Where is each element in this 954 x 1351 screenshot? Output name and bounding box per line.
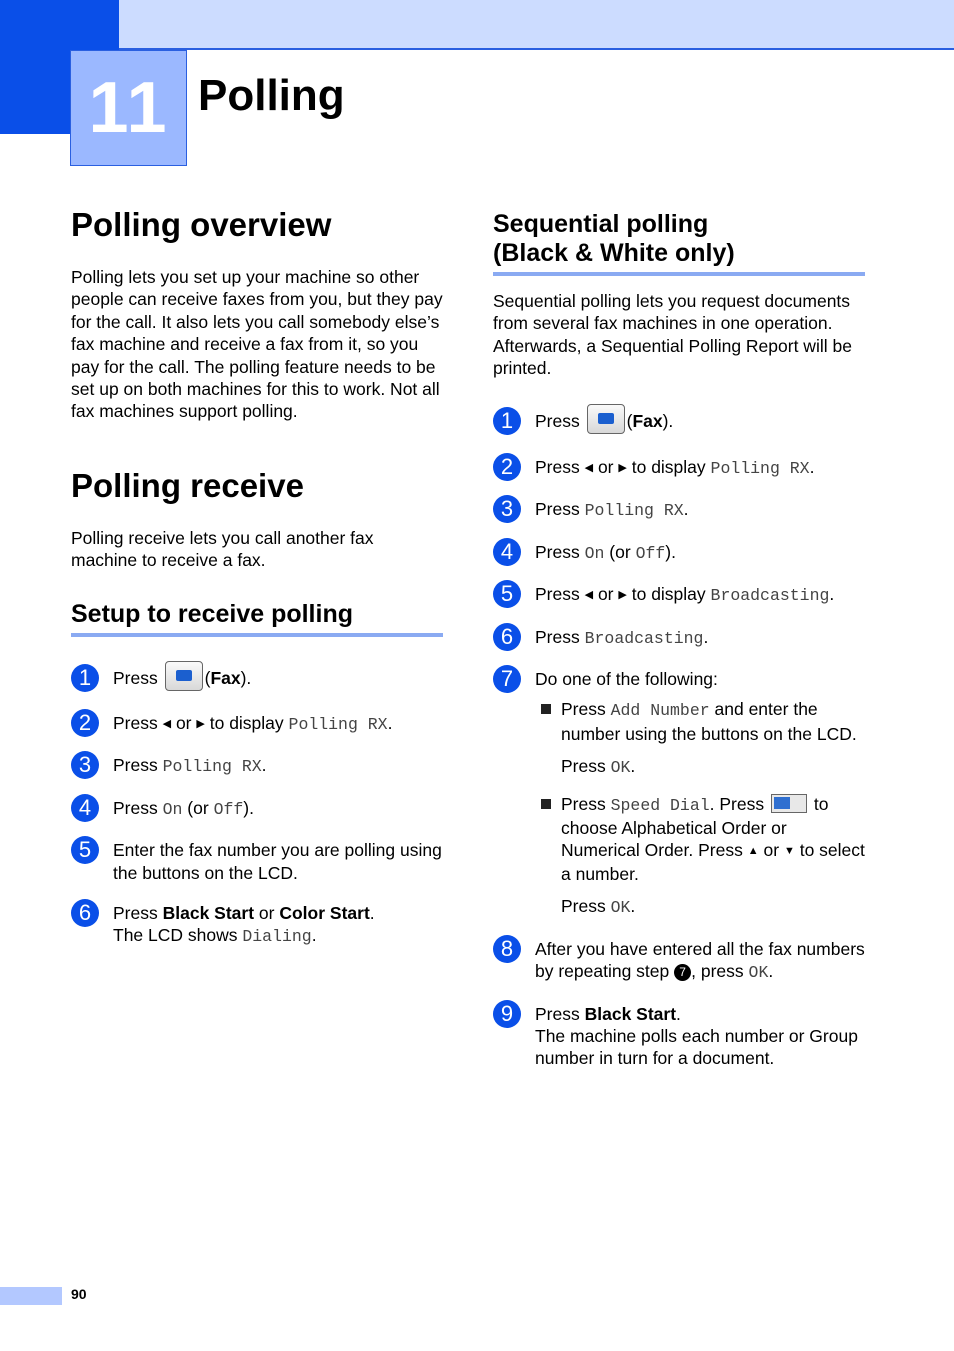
sequential-steps (493, 407, 865, 1070)
setup-heading: Setup to receive polling (71, 600, 443, 637)
overview-heading: Polling overview (71, 206, 332, 243)
right-column (493, 210, 865, 1070)
seq-step-9: 9 Press Black Start. The machine polls each number or Group number in turn for a document. (493, 1003, 865, 1070)
option-add-number: Press Add Number and enter the number using the buttons on the LCD. Press OK. (541, 698, 865, 779)
setup-step-6: 6 Press Black Start or Color Start. The LCD shows Dialing. (71, 902, 443, 949)
down-arrow-icon: ▼ (783, 845, 795, 858)
page-number: 90 (71, 1286, 87, 1302)
sequential-heading: Sequential polling (Black & White only) (493, 210, 865, 276)
seq-step-5: 5 Press ◀ or ▶ to display Broadcasting. (493, 583, 865, 607)
chapter-title: Polling (198, 71, 345, 120)
up-arrow-icon: ▲ (747, 845, 759, 858)
sequential-body: Sequential polling lets you request documents from several fax machines in one operation. Afterwards, a Sequential Polling Report will be printed. (493, 291, 852, 379)
alphabetical-order-icon (771, 794, 807, 813)
step-number: 5 (71, 836, 99, 864)
fax-icon (587, 404, 625, 434)
step-number: 2 (493, 453, 521, 481)
step-number: 1 (71, 664, 99, 692)
receive-heading: Polling receive (71, 466, 304, 504)
chapter-number: 11 (70, 50, 187, 166)
footer-bar (0, 1287, 62, 1305)
left-column (71, 206, 443, 949)
setup-step-3: 3 Press Polling RX. (71, 754, 443, 778)
setup-step-1: 1 Press (Fax). (71, 667, 443, 691)
receive-body: Polling receive lets you call another fax machine to receive a fax. (71, 527, 374, 571)
step-number: 6 (493, 623, 521, 651)
setup-steps (71, 664, 443, 949)
option-speed-dial: Press Speed Dial. Press to choose Alphabetical Order or Numerical Order. Press ▲ or ▼ to select a number. Press OK. (541, 793, 865, 920)
step-number: 2 (71, 709, 99, 737)
setup-step-2: 2 Press ◀ or ▶ to display Polling RX. (71, 712, 443, 736)
left-arrow-icon: ◀ (584, 589, 594, 602)
left-arrow-icon: ◀ (584, 462, 594, 474)
bullet-square-icon (541, 704, 551, 714)
step-7-options (541, 698, 865, 919)
step-number: 7 (493, 665, 521, 693)
step-number: 9 (493, 1000, 521, 1028)
header-band-light (119, 0, 954, 50)
step-number: 1 (493, 407, 521, 435)
step-reference-badge: 7 (674, 964, 691, 981)
step-number: 4 (71, 794, 99, 822)
bullet-square-icon (541, 799, 551, 809)
step-number: 3 (493, 495, 521, 523)
right-arrow-icon: ▶ (618, 589, 627, 602)
step-number: 3 (71, 751, 99, 779)
setup-step-5: 5 Enter the fax number you are polling using the buttons on the LCD. (71, 839, 443, 884)
seq-step-3: 3 Press Polling RX. (493, 498, 865, 522)
fax-icon (165, 661, 203, 691)
seq-step-1: 1 Press (Fax). (493, 410, 865, 434)
seq-step-7: 7 Do one of the following: Press Add Number and enter the number using the buttons on the LCD. Press OK. Press Speed Dial. Press to choose Alphabetical Order or Numerical Order. Press ▲ or ▼ to select a number. Press OK. (493, 668, 865, 920)
right-arrow-icon: ▶ (618, 462, 627, 474)
left-arrow-icon: ◀ (162, 717, 172, 730)
step-number: 5 (493, 580, 521, 608)
setup-step-4: 4 Press On (or Off). (71, 797, 443, 821)
step-number: 4 (493, 538, 521, 566)
seq-step-6: 6 Press Broadcasting. (493, 626, 865, 650)
seq-step-2: 2 Press ◀ or ▶ to display Polling RX. (493, 456, 865, 480)
seq-step-4: 4 Press On (or Off). (493, 541, 865, 565)
overview-body: Polling lets you set up your machine so other people can receive faxes from you, but they pay for the call. It also lets you call somebody else’s fax machine and receive a fax from it, so you pay for the call. The polling feature needs to be set up on both machines for this to work. Not all fax machines support polling. (71, 266, 443, 422)
seq-step-8: 8 After you have entered all the fax numbers by repeating step 7 , press OK. (493, 938, 865, 985)
right-arrow-icon: ▶ (196, 717, 205, 730)
step-number: 8 (493, 935, 521, 963)
step-number: 6 (71, 899, 99, 927)
